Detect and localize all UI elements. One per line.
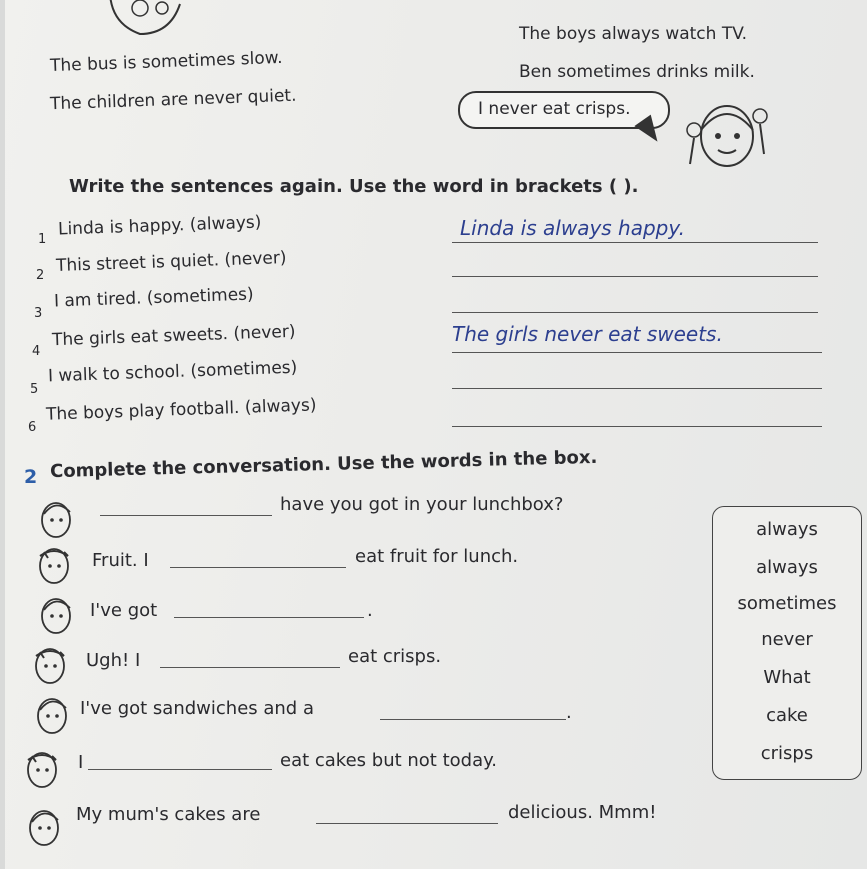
conv-after-2: eat fruit for lunch.: [355, 546, 519, 567]
ex1-answer-1: Linda is always happy.: [460, 216, 686, 240]
conv-after-6: eat cakes but not today.: [280, 750, 497, 771]
speaker-icon-7: [24, 806, 64, 856]
ex1-number-3: 3: [34, 306, 43, 321]
conv-blank-5[interactable]: [380, 719, 566, 720]
boy-illustration: [100, 0, 190, 42]
ex1-prompt-4: The girls eat sweets. (never): [51, 321, 296, 351]
conv-before-3: I've got: [90, 600, 158, 621]
speaker-icon-6: [22, 748, 62, 798]
ex1-answer-line-2[interactable]: [452, 276, 818, 277]
conv-after-3: .: [367, 600, 373, 621]
top-sentence-left-1: The bus is sometimes slow.: [49, 47, 283, 77]
conv-blank-2[interactable]: [170, 567, 346, 568]
speaker-icon-3: [36, 594, 76, 640]
word-box-item: sometimes: [737, 593, 837, 614]
conv-blank-1[interactable]: [100, 515, 272, 516]
ex1-answer-line-1[interactable]: [452, 242, 818, 243]
conv-blank-7[interactable]: [316, 823, 498, 824]
ex1-answer-4: The girls never eat sweets.: [452, 322, 723, 346]
conv-after-5: .: [566, 702, 572, 723]
word-box-item: cake: [766, 705, 808, 726]
conv-before-2: Fruit. I: [92, 550, 149, 571]
ex1-number-2: 2: [36, 268, 45, 283]
conv-after-7: delicious. Mmm!: [508, 802, 657, 823]
ex1-number-1: 1: [38, 232, 47, 247]
ex1-prompt-1: Linda is happy. (always): [57, 212, 262, 240]
ex1-answer-line-4[interactable]: [452, 352, 822, 353]
top-sentence-right-2: Ben sometimes drinks milk.: [519, 62, 755, 82]
ex1-number-4: 4: [32, 344, 41, 359]
conv-blank-4[interactable]: [160, 667, 340, 668]
ex1-answer-line-3[interactable]: [452, 312, 818, 313]
exercise2-instruction: Complete the conversation. Use the words in the box.: [49, 446, 598, 483]
ex1-prompt-6: The boys play football. (always): [45, 395, 317, 425]
conv-before-4: Ugh! I: [86, 650, 141, 671]
ex1-number-6: 6: [28, 420, 37, 435]
speaker-icon-4: [30, 644, 70, 690]
word-box-item: crisps: [760, 743, 814, 764]
word-box-item: never: [761, 629, 813, 650]
top-sentence-left-2: The children are never quiet.: [49, 85, 297, 115]
word-box-item: always: [756, 557, 818, 578]
conv-before-7: My mum's cakes are: [76, 804, 261, 825]
speaker-icon-2: [34, 544, 74, 590]
word-box-item: always: [756, 519, 818, 540]
ex1-prompt-5: I walk to school. (sometimes): [47, 357, 298, 387]
page-edge: [0, 0, 5, 869]
girl-illustration: [682, 94, 772, 180]
ex1-answer-line-6[interactable]: [452, 426, 822, 427]
speaker-icon-1: [36, 498, 76, 544]
word-box: [712, 506, 862, 780]
exercise2-number: 2: [24, 466, 38, 488]
ex1-prompt-2: This street is quiet. (never): [55, 247, 287, 277]
word-box-item: What: [763, 667, 811, 688]
speech-bubble-text: I never eat crisps.: [478, 99, 631, 119]
exercise1-instruction: Write the sentences again. Use the word in brackets ( ).: [69, 176, 639, 197]
ex1-number-5: 5: [30, 382, 39, 397]
ex1-answer-line-5[interactable]: [452, 388, 822, 389]
conv-before-6: I: [78, 752, 84, 773]
conv-after-1: have you got in your lunchbox?: [280, 494, 564, 515]
top-sentence-right-1: The boys always watch TV.: [519, 24, 748, 44]
conv-after-4: eat crisps.: [348, 646, 442, 667]
conv-blank-6[interactable]: [88, 769, 272, 770]
conv-before-5: I've got sandwiches and a: [80, 698, 314, 719]
ex1-prompt-3: I am tired. (sometimes): [53, 284, 254, 312]
speaker-icon-5: [32, 694, 72, 740]
conv-blank-3[interactable]: [174, 617, 364, 618]
